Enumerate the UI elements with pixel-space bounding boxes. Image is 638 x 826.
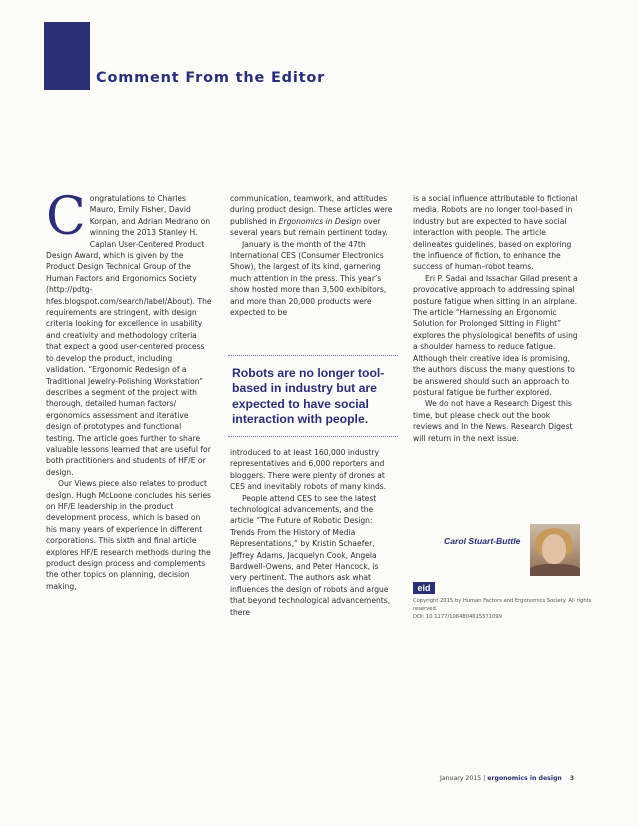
copyright-notice xyxy=(413,597,603,622)
paragraph: January is the month of the 47th International CES (Consumer Electronics Show), the largest of its kind, garnering much attention in the press. This year’s show hosted more than 3,500 exhibitors, and more than 20,000 products were expected to be xyxy=(230,239,387,318)
page-footer xyxy=(440,775,574,782)
photo-shoulders xyxy=(530,564,580,576)
paragraph: People attend CES to see the latest technological advancements, and the article “The Future of Robotic Design: Trends From the History of Media Representations,” by Kristin Schaefer, Jeffrey Adams, Jacquelyn Cook, Angela Bardwell-Owens, and Peter Hancock, is very pertinent. The authors ask what influences the design of robots and argue that beyond technological advancements, there xyxy=(230,493,391,617)
page-number: 3 xyxy=(569,775,575,782)
paragraph: introduced to at least 160,000 industry representatives and 6,000 reporters and bloggers. There were plenty of drones at CES and inevitably robots of many kinds. xyxy=(230,448,387,492)
editor-signature: Carol Stuart-Buttle xyxy=(444,536,521,546)
paragraph: Eri P. Sadai and Issachar Gilad present a provocative approach to addressing spinal posture fatigue when sitting in an airplane. The article “Harnessing an Ergonomic Solution for Prolonged Sitting in Flight” explores the physiological benefits of using a shoulder harness to reduce fatigue. Although their creative idea is promising, the authors discuss the many questions to be answered should such an approach to postural fatigue be further explored. xyxy=(413,273,578,397)
paragraph: We do not have a Research Digest this time, but please check out the book reviews and In the News. Research Digest will return in the next issue. xyxy=(413,399,573,443)
footer-magazine: ergonomics in design xyxy=(487,775,562,782)
column-2-continued xyxy=(230,447,396,618)
text-run: over several years but remain pertinent today. xyxy=(230,216,388,238)
doi-line: DOI: 10.1177/1064804615571099 xyxy=(413,614,503,621)
column-2 xyxy=(230,193,396,318)
journal-title: Ergonomics in Design xyxy=(278,216,362,226)
page-title: Comment From the Editor xyxy=(96,70,326,86)
accent-block xyxy=(44,22,90,90)
drop-cap: C xyxy=(46,187,86,247)
column-3 xyxy=(413,193,579,444)
column-1 xyxy=(46,187,212,592)
pull-quote-text: Robots are no longer tool-based in industry but are expected to have social interaction with people. xyxy=(232,366,385,427)
editor-photo xyxy=(530,524,580,576)
divider xyxy=(228,436,398,437)
footer-date: January 2015 xyxy=(440,775,482,782)
photo-face xyxy=(542,534,566,564)
paragraph xyxy=(230,193,396,239)
text-run: communication, teamwork, and attitudes during product design. These articles were published in xyxy=(230,194,393,226)
paragraph: is a social influence attributable to fictional media. Robots are no longer tool-based in industry but are expected to have social interaction with people. The article delineates guidelines, based on exploring the influence of fiction, to enhance the success of human–robot teams. xyxy=(413,194,578,272)
pull-quote xyxy=(228,355,398,437)
eid-logo: eid xyxy=(413,582,435,594)
copyright-line: Copyright 2015 by Human Factors and Ergonomics Society. All rights reserved. xyxy=(413,598,592,613)
paragraph: ongratulations to Charles Mauro, Emily Fisher, David Korpan, and Adrian Medrano on winning the 2013 Stanley H. Caplan User-Centered Product Design Award, which is given by the Product Design Technical Group of the Human Factors and Ergonomics Society (http://pdtg-hfes.blogspot.com/search/label/About). The requirements are stringent, with design criteria looking for excellence in usability and creativity and methodology criteria that expect a good user-centered process to develop the product, including validation. “Ergonomic Redesign of a Traditional Jewelry-Polishing Workstation” describes a segment of the project with thorough, detailed human factors/ ergonomics assessment and iterative design of prototypes and functional testing. The article goes further to share valuable lessons learned that are useful for both practitioners and students of HF/E or design. xyxy=(46,194,212,477)
footer-separator: | xyxy=(483,775,486,782)
paragraph: Our Views piece also relates to product design. Hugh McLoone concludes his series on HF/E leadership in the product development process, which is based on his many years of experience in different corporations. This sixth and final article explores HF/E research methods during the product design process and complements the other topics on planning, decision making, xyxy=(46,479,211,591)
